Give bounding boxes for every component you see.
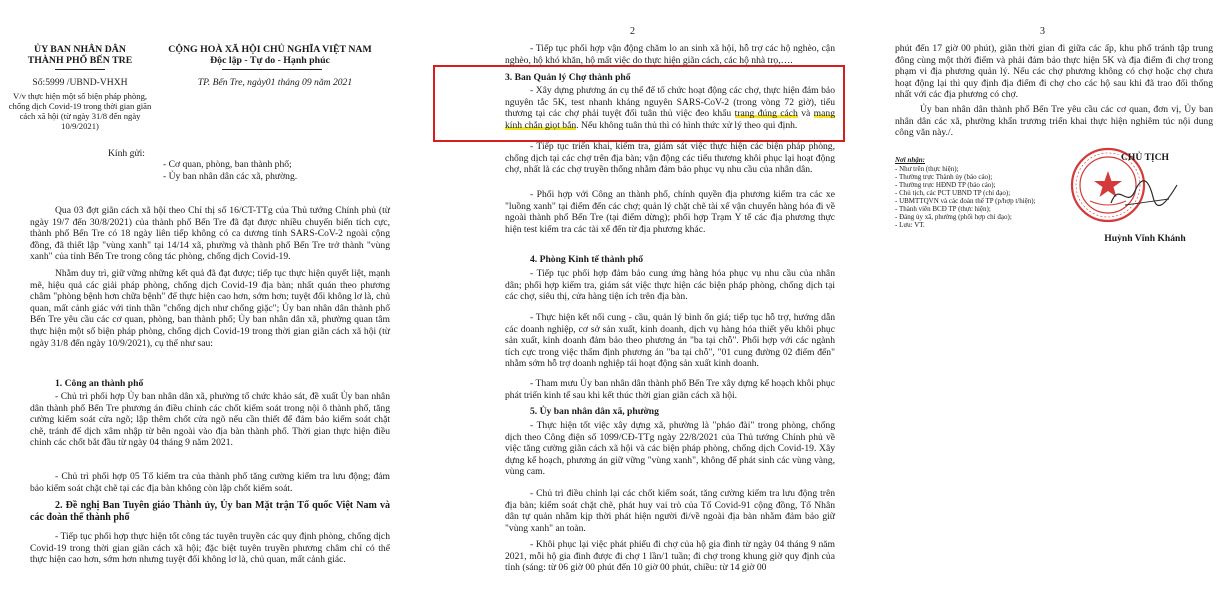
section-5-para-1: - Thực hiện tốt việc xây dựng xã, phường là "pháo đài" trong phòng, chống dịch theo Công điện số 1099/CĐ-TTg ngày 22/8/2021 của Thủ tướng Chính phủ về việc tăng cường giãn cách xã hội và các biện pháp phòng, chống dịch Covid-19. Xây dựng kế hoạch, phương án giữ vững "vùng xanh", không để phát sinh các vùng vàng, vùng cam. (505, 420, 835, 478)
org-underline (55, 69, 105, 70)
recipients-item-3: - Thường trực HĐND TP (báo cáo); (895, 181, 996, 189)
doc-subject: V/v thực hiện một số biện pháp phòng, chống dịch Covid-19 trong thời gian giãn cách xã hội (từ ngày 31/8 đến ngày 10/9/2021) (8, 91, 152, 131)
section-4-para-2: - Thực hiện kết nối cung - cầu, quản lý bình ổn giá; tiếp tục hỗ trợ, hướng dẫn các doanh nghiệp, cơ sở sản xuất, kinh doanh, dịch vụ hàng hóa thiết yếu khôi phục sản xuất, kinh doanh đảm bảo theo phương án "ba tại chỗ". Phối hợp với các ngành tích cực trong việc thẩm định phương án "ba tại chỗ", "01 cung đường 02 điểm đến" nhằm sớm hỗ trợ doanh nghiệp tái hoạt động sản xuất kinh doanh. (505, 312, 835, 370)
section-3-para-1-text-a: - Xây dựng phương án cụ thể để tổ chức hoạt động các chợ, thực hiện đảm bảo nguyên tắc 5K, test nhanh kháng nguyên SARS-CoV-2 (trong vòng 72 giờ), tiểu thương tại các chợ phải tuyệt đối tuân thủ việc đeo khẩu (505, 85, 835, 120)
paragraph-purpose: Nhằm duy trì, giữ vững những kết quả đã đạt được; tiếp tục thực hiện quyết liệt, mạnh mẽ, hiệu quả các giải pháp phòng, chống dịch Covid-19 địa bàn; nhất quán theo phương châm "phòng bệnh hơn chữa bệnh" để thực hiện cao hơn, sớm hơn; tuyệt đối không lơ là, chủ quan, mất cảnh giác với tinh thần "chống dịch như chống giặc"; Ủy ban nhân dân thành phố Bến Tre yêu cầu các cơ quan, phòng, ban thành phố; Ủy ban nhân dân xã, phường quan tâm thực hiện một số biện pháp phòng, chống dịch Covid-19 trong thời gian giãn cách xã hội (từ ngày 31/8 đến ngày 10/9/2021), cụ thể như sau: (30, 268, 390, 349)
recipient-1: - Cơ quan, phòng, ban thành phố; (163, 159, 292, 170)
section-5-para-3: - Khôi phục lại việc phát phiếu đi chợ của hộ gia đình từ ngày 04 tháng 9 năm 2021, mỗi hộ gia đình được đi chợ 1 lần/1 tuần; đi chợ trong khung giờ quy định của tỉnh (sáng: từ 06 giờ 00 phút đến 10 giờ 00 phút, chiều: từ 14 giờ 00 (505, 539, 835, 574)
document-page-2 (430, 0, 845, 600)
recipients-item-8: - Lưu: VT. (895, 221, 925, 229)
paragraph-intro: Qua 03 đợt giãn cách xã hội theo Chỉ thị số 16/CT-TTg của Thủ tướng Chính phủ (từ ngày 19/7 đến 30/8/2021) của thành phố Bến Tre đã đạt được nhiều chuyển biến tích cực, thành phố Bến Tre có 18 ngày liên tiếp không có ca dương tính SARS-CoV-2 ngoài cộng đồng, đã thiết lập "vùng xanh" tại 14/14 xã, phường và thành phố Bến Tre trở thành "vùng xanh" của tỉnh Bến Tre trong công tác phòng, chống dịch Covid-19. (30, 205, 390, 263)
page-number: 3 (1040, 26, 1045, 37)
recipients-item-1: - Như trên (thực hiện); (895, 165, 959, 173)
recipients-item-2: - Thường trực Thành ủy (báo cáo); (895, 173, 993, 181)
section-3-para-1-text-c: . Nếu không tuân thủ thì có hình thức xử lý theo qui định. (576, 119, 798, 131)
recipients-title: Nơi nhận: (895, 156, 926, 164)
signer-title: CHỦ TỊCH (1120, 152, 1170, 163)
recipient-2: - Ủy ban nhân dân các xã, phường. (163, 171, 298, 182)
section-5-heading: 5. Ủy ban nhân dân xã, phường (530, 406, 659, 417)
closing-paragraph: Ủy ban nhân dân thành phố Bến Tre yêu cầu các cơ quan, đơn vị, Ủy ban nhân dân các xã, phường khẩn trương triển khai thực hiện nghiêm túc nội dung công văn này./. (895, 104, 1213, 139)
nation-underline (222, 69, 322, 70)
signer-name: Huỳnh Vĩnh Khánh (1104, 233, 1186, 244)
section-3-para-1 (505, 85, 835, 131)
section-1-heading: 1. Công an thành phố (55, 378, 144, 389)
section-5-para-3-cont: phút đến 17 giờ 00 phút), giãn thời gian đi giữa các ấp, khu phố tránh tập trung đông cùng một thời điểm và phải đảm bảo thực hiện 5K và địa điểm đi chợ trong phạm vi địa phương quản lý. Nếu các chợ phương không có chợ hoặc chợ chưa hoạt động lại thì quy định địa điểm đi chợ cho các hộ sau khi đã trao đổi thống nhất với các địa phương có chợ. (895, 43, 1213, 101)
section-2-heading: 2. Đề nghị Ban Tuyên giáo Thành ủy, Ủy ban Mặt trận Tổ quốc Việt Nam và các đoàn thể thành phố (30, 500, 390, 523)
section-3-para-1-text-b: và (797, 108, 814, 120)
doc-number: Số:5999 /UBND-VHXH (32, 77, 128, 88)
section-3-heading: 3. Ban Quản lý Chợ thành phố (505, 72, 631, 83)
section-4-para-3: - Tham mưu Ủy ban nhân dân thành phố Bến Tre xây dựng kế hoạch khôi phục phát triển kinh tế sau khi kết thúc thời gian giãn cách xã hội. (505, 378, 835, 401)
nation-line1: CỘNG HOÀ XÃ HỘI CHỦ NGHĨA VIỆT NAM (168, 44, 372, 55)
recipients-item-4: - Chủ tịch, các PCT UBND TP (chỉ đạo); (895, 189, 1011, 197)
section-1-para-1: - Chủ trì phối hợp Ủy ban nhân dân xã, phường tổ chức khảo sát, đề xuất Ủy ban nhân dân thành phố Bến Tre phương án điều chỉnh các chốt kiểm soát trong nội ô thành phố, tăng cường kiểm soát cửa ngõ; lập thêm chốt cửa ngõ nếu cần thiết để đảm bảo kiểm soát chặt chẽ, tránh để dịch xâm nhập từ bên ngoài vào địa bàn thành phố. Thời gian thực hiện điều chỉnh các chốt bắt đầu từ ngày 04 tháng 9 năm 2021. (30, 391, 390, 449)
section-3-para-3: - Phối hợp với Công an thành phố, chính quyền địa phương kiểm tra các xe "luồng xanh" tại điểm đến các chợ; quản lý chặt chẽ tài xế vận chuyển hàng hóa đi về ngoài thành phố Bến Tre (tại điểm dừng); phối hợp Trạm Y tế các địa phương thực hiện test kiểm tra các tài xế đến từ địa phương khác. (505, 189, 835, 235)
place-date: TP. Bến Tre, ngày01 tháng 09 năm 2021 (197, 77, 353, 88)
org-name-line2: THÀNH PHỐ BẾN TRE (27, 55, 133, 66)
section-4-para-1: - Tiếp tục phối hợp đảm bảo cung ứng hàng hóa phục vụ nhu cầu của nhân dân; phối hợp kiểm tra, giám sát việc thực hiện các biện pháp phòng, chống dịch tại các chợ, siêu thị, cửa hàng tiện ích trên địa bàn. (505, 268, 835, 303)
document-page-3 (865, 0, 1225, 600)
recipients-item-6: - Thành viên BCĐ TP (thực hiện); (895, 205, 991, 213)
section-4-heading: 4. Phòng Kinh tế thành phố (530, 254, 644, 265)
section-1-para-2: - Chủ trì phối hợp 05 Tổ kiểm tra của thành phố tăng cường kiểm tra lưu động; đảm bảo kiểm soát chặt chẽ tại các địa bàn không còn lập chốt kiểm soát. (30, 471, 390, 494)
recipients-item-5: - UBMTTQVN và các đoàn thể TP (p/hợp t/hiện); (895, 197, 1036, 205)
greeting: Kính gửi: (108, 148, 145, 159)
org-name-line1: ỦY BAN NHÂN DÂN (34, 44, 126, 55)
recipients-item-7: - Đảng ủy xã, phường (phối hợp chỉ đạo); (895, 213, 1012, 221)
section-2-para-1: - Tiếp tục phối hợp thực hiện tốt công tác tuyên truyền các quy định phòng, chống dịch Covid-19 trong thời gian giãn cách xã hội; đặc biệt tuyên truyền phương châm chỉ có thể thực hiện cao hơn, sớm hơn nhưng tuyệt đối không lơ là, chủ quan, mất cảnh giác. (30, 531, 390, 566)
highlight-face-shield-text: mang kính chắn giọt bắn (505, 108, 835, 131)
section-2-para-2: - Tiếp tục phối hợp vận động chăm lo an sinh xã hội, hỗ trợ các hộ nghèo, cận nghèo, hộ khó khăn, hộ mất việc do thực hiện giãn cách, các hộ nhà trọ,…. (505, 43, 835, 66)
document-page-1 (0, 0, 395, 600)
nation-line2: Độc lập - Tự do - Hạnh phúc (210, 55, 330, 66)
section-3-para-2: - Tiếp tục triển khai, kiểm tra, giám sát việc thực hiện các biện pháp phòng, chống dịch tại các chợ trên địa bàn; vận động các tiểu thương khôi phục lại hoạt động chợ, nhất là các chợ truyền thống nhằm đảm bảo phục vụ nhu cầu của nhân dân. (505, 141, 835, 176)
section-5-para-2: - Chủ trì điều chỉnh lại các chốt kiểm soát, tăng cường kiểm tra lưu động trên địa bàn; kiểm soát chặt chẽ, phát huy vai trò của Tổ Covid-91 cộng đồng, Tổ Nhân dân tự quản nhằm kịp thời phát hiện người đi/về ngoài địa bàn nhằm đảm bảo giữ "vùng xanh" an toàn. (505, 488, 835, 534)
highlight-mask-text: trang đúng cách (734, 108, 798, 120)
signature-icon (1105, 175, 1185, 215)
page-number: 2 (630, 26, 635, 37)
